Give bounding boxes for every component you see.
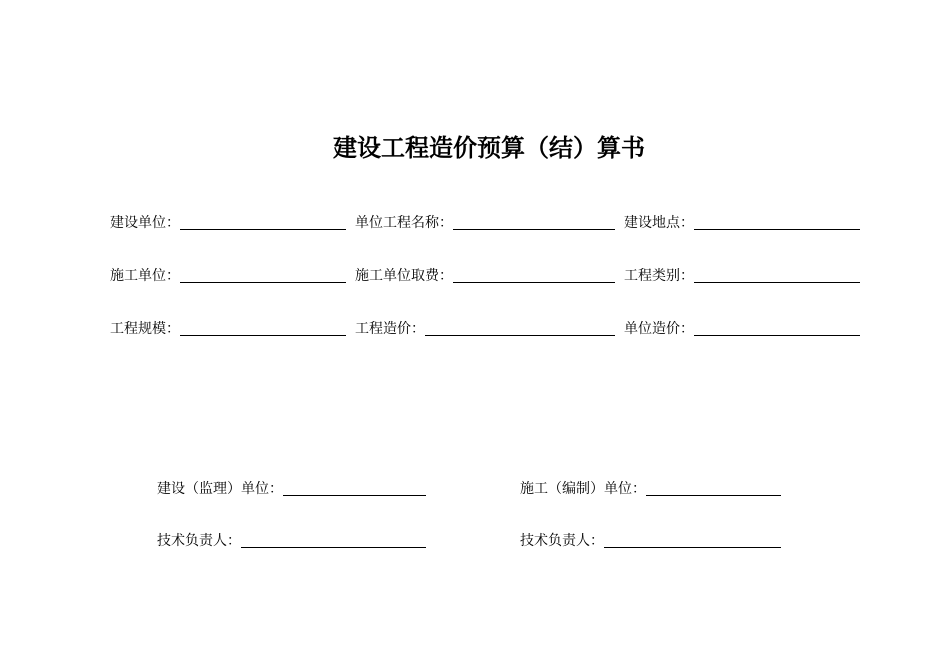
signature-label: 技术负责人： (157, 533, 241, 549)
project-category-input-line[interactable] (694, 282, 860, 283)
contractor-fee-input-line[interactable] (453, 282, 615, 283)
field-unit-cost (624, 318, 860, 338)
signature-label: 建设（监理）单位： (157, 481, 283, 497)
field-contractor-fee (355, 265, 615, 285)
field-label: 工程类别： (624, 268, 694, 284)
unit-project-name-input-line[interactable] (453, 229, 615, 230)
construction-unit-input-line[interactable] (180, 229, 346, 230)
field-label: 施工单位取费： (355, 268, 453, 284)
signature-label: 施工（编制）单位： (520, 481, 646, 497)
field-unit-project-name (355, 212, 615, 232)
owner-technical-lead-input-line[interactable] (241, 547, 426, 548)
signature-label: 技术负责人： (520, 533, 604, 549)
field-label: 工程造价： (355, 321, 425, 337)
field-label: 建设单位： (110, 215, 180, 231)
field-label: 建设地点： (624, 215, 694, 231)
unit-cost-input-line[interactable] (694, 335, 860, 336)
field-construction-unit (110, 212, 346, 232)
field-contractor-unit (110, 265, 346, 285)
owner-supervisor-unit-input-line[interactable] (283, 495, 426, 496)
field-label: 工程规模： (110, 321, 180, 337)
signature-owner-supervisor-unit (157, 478, 426, 498)
construction-site-input-line[interactable] (694, 229, 860, 230)
project-cost-input-line[interactable] (425, 335, 615, 336)
signature-contractor-technical-lead (520, 530, 781, 550)
field-project-cost (355, 318, 615, 338)
project-scale-input-line[interactable] (180, 335, 346, 336)
contractor-technical-lead-input-line[interactable] (604, 547, 781, 548)
field-label: 单位造价： (624, 321, 694, 337)
field-project-scale (110, 318, 346, 338)
field-label: 施工单位： (110, 268, 180, 284)
document-title: 建设工程造价预算（结）算书 (333, 134, 645, 162)
field-project-category (624, 265, 860, 285)
field-label: 单位工程名称： (355, 215, 453, 231)
field-construction-site (624, 212, 860, 232)
contractor-compiler-unit-input-line[interactable] (646, 495, 781, 496)
signature-owner-technical-lead (157, 530, 426, 550)
signature-contractor-compiler-unit (520, 478, 781, 498)
contractor-unit-input-line[interactable] (180, 282, 346, 283)
